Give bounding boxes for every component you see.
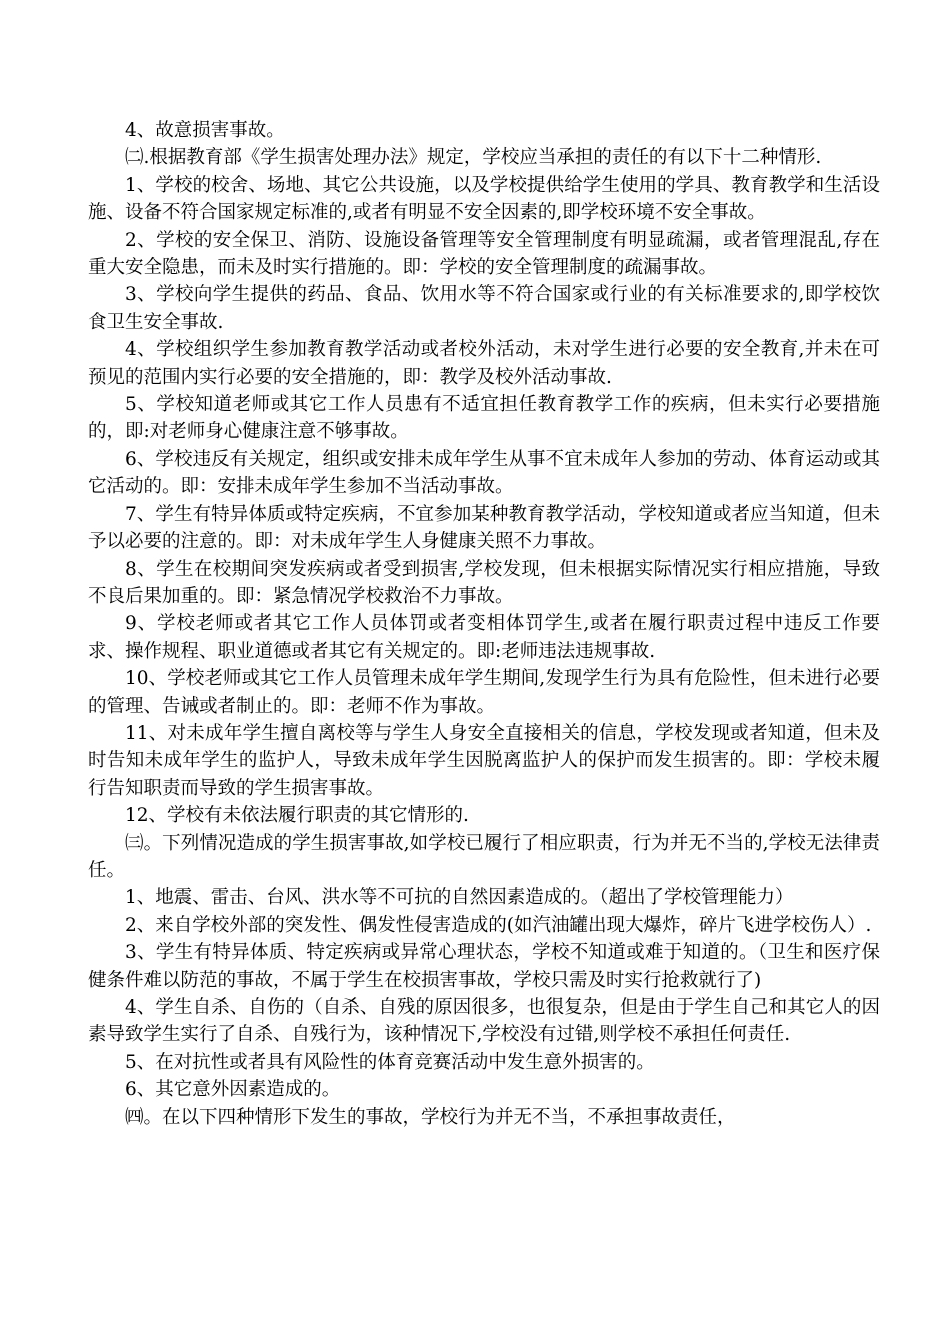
paragraph-15: ㈢。下列情况造成的学生损害事故,如学校已履行了相应职责，行为并无不当的,学校无法律责任。 [88, 832, 880, 881]
paragraph-13: 11、对未成年学生擅自离校等与学生人身安全直接相关的信息，学校发现或者知道，但未及时告知未成年学生的监护人，导致未成年学生因脱离监护人的保护而发生损害的。即：学校未履行告知职责而导致的学生损害事故。 [88, 722, 880, 799]
paragraph-10: 8、学生在校期间突发疾病或者受到损害,学校发现，但未根据实际情况实行相应措施，导致不良后果加重的。即：紧急情况学校救治不力事故。 [88, 558, 880, 607]
paragraph-14: 12、学校有未依法履行职责的其它情形的. [125, 805, 469, 827]
document-page [88, 117, 880, 1131]
paragraph-16: 1、地震、雷击、台风、洪水等不可抗的自然因素造成的。（超出了学校管理能力） [125, 887, 794, 909]
paragraph-9: 7、学生有特异体质或特定疾病，不宜参加某种教育教学活动，学校知道或者应当知道，但未予以必要的注意的。即：对未成年学生人身健康关照不力事故。 [88, 503, 880, 553]
paragraph-11: 9、学校老师或者其它工作人员体罚或者变相体罚学生,或者在履行职责过程中违反工作要求、操作规程、职业道德或者其它有关规定的。即:老师违法违规事故. [88, 613, 880, 662]
paragraph-21: 6、其它意外因素造成的。 [125, 1079, 341, 1101]
paragraph-7: 5、学校知道老师或其它工作人员患有不适宜担任教育教学工作的疾病，但未实行必要措施的，即:对老师身心健康注意不够事故。 [88, 394, 880, 443]
paragraph-1: 4、故意损害事故。 [125, 120, 285, 141]
paragraph-8: 6、学校违反有关规定，组织或安排未成年学生从事不宜未成年人参加的劳动、体育运动或其它活动的。即：安排未成年学生参加不当活动事故。 [88, 448, 880, 498]
paragraph-18: 3、学生有特异体质、特定疾病或异常心理状态，学校不知道或难于知道的。（卫生和医疗保健条件难以防范的事故，不属于学生在校损害事故，学校只需及时实行抢救就行了) [88, 942, 880, 991]
paragraph-20: 5、在对抗性或者具有风险性的体育竞赛活动中发生意外损害的。 [125, 1051, 655, 1073]
paragraph-3: 1、学校的校舍、场地、其它公共设施，以及学校提供给学生使用的学具、教育教学和生活设施、设备不符合国家规定标准的,或者有明显不安全因素的,即学校环境不安全事故。 [88, 174, 880, 224]
paragraph-12: 10、学校老师或其它工作人员管理未成年学生期间,发现学生行为具有危险性，但未进行必要的管理、告诫或者制止的。即：老师不作为事故。 [88, 668, 880, 717]
paragraph-22: ㈣。在以下四种情形下发生的事故，学校行为并无不当，不承担事故责任， [125, 1106, 736, 1128]
paragraph-6: 4、学校组织学生参加教育教学活动或者校外活动，未对学生进行必要的安全教育,并未在可预见的范围内实行必要的安全措施的，即：教学及校外活动事故. [88, 339, 880, 388]
paragraph-5: 3、学校向学生提供的药品、食品、饮用水等不符合国家或行业的有关标准要求的,即学校饮食卫生安全事故. [88, 284, 880, 333]
paragraph-4: 2、学校的安全保卫、消防、设施设备管理等安全管理制度有明显疏漏，或者管理混乱,存在重大安全隐患，而未及时实行措施的。即：学校的安全管理制度的疏漏事故。 [88, 229, 880, 279]
paragraph-2: ㈡.根据教育部《学生损害处理办法》规定，学校应当承担的责任的有以下十二种情形. [125, 147, 822, 169]
paragraph-17: 2、来自学校外部的突发性、偶发性侵害造成的(如汽油罐出现大爆炸，碎片飞进学校伤人）. [125, 914, 872, 936]
paragraph-19: 4、学生自杀、自伤的（自杀、自残的原因很多，也很复杂，但是由于学生自己和其它人的因素导致学生实行了自杀、自残行为，该种情况下,学校没有过错,则学校不承担任何责任. [88, 997, 880, 1046]
